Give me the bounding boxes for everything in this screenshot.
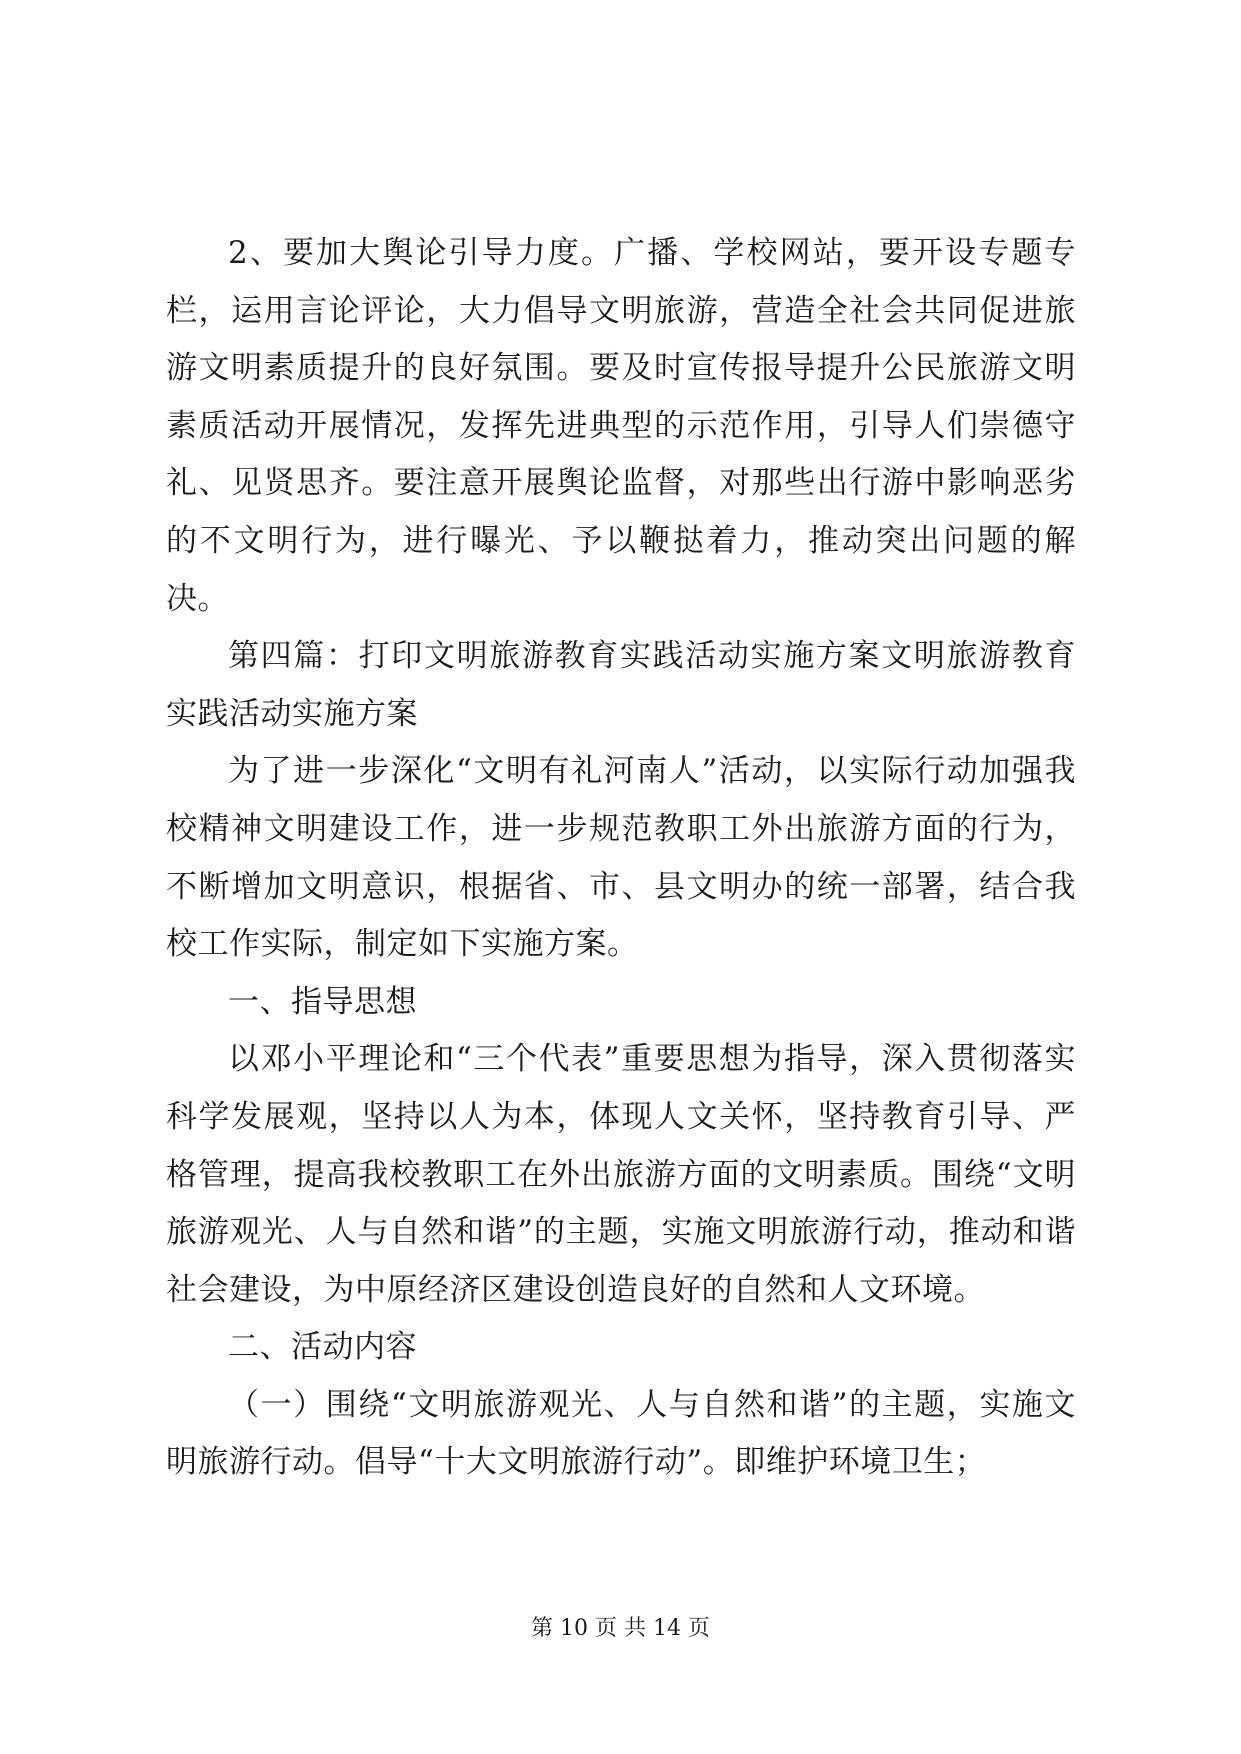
- paragraph-guiding-ideology: 以邓小平理论和“三个代表”重要思想为指导，深入贯彻落实科学发展观，坚持以人为本，体现人文关怀，坚持教育引导、严格管理，提高我校教职工在外出旅游方面的文明素质。围绕“文明旅游观光、人与自然和谐”的主题，实施文明旅游行动，推动和谐社会建设，为中原经济区建设创造良好的自然和人文环境。: [166, 1041, 1076, 1308]
- body-text: [166, 225, 1076, 1492]
- page-footer: 第 10 页 共 14 页: [531, 1616, 710, 1641]
- paragraph-activity-content: （一）围绕“文明旅游观光、人与自然和谐”的主题，实施文明旅游行动。倡导“十大文明旅游行动”。即维护环境卫生；: [166, 1386, 1076, 1481]
- paragraph-section-title: 第四篇：打印文明旅游教育实践活动实施方案文明旅游教育实践活动实施方案: [166, 638, 1076, 732]
- heading-guiding-ideology: 一、指导思想: [228, 983, 417, 1020]
- paragraph-public-opinion: 2、要加大舆论引导力度。广播、学校网站，要开设专题专栏，运用言论评论，大力倡导文明旅游，营造全社会共同促进旅游文明素质提升的良好氛围。要及时宣传报导提升公民旅游文明素质活动开展情况，发挥先进典型的示范作用，引导人们崇德守礼、见贤思齐。要注意开展舆论监督，对那些出行游中影响恶劣的不文明行为，进行曝光、予以鞭挞着力，推动突出问题的解决。: [166, 235, 1076, 617]
- heading-activity-content: 二、活动内容: [228, 1329, 417, 1366]
- paragraph-introduction: 为了进一步深化“文明有礼河南人”活动，以实际行动加强我校精神文明建设工作，进一步规范教职工外出旅游方面的行为，不断增加文明意识，根据省、市、县文明办的统一部署，结合我校工作实际，制定如下实施方案。: [166, 753, 1076, 963]
